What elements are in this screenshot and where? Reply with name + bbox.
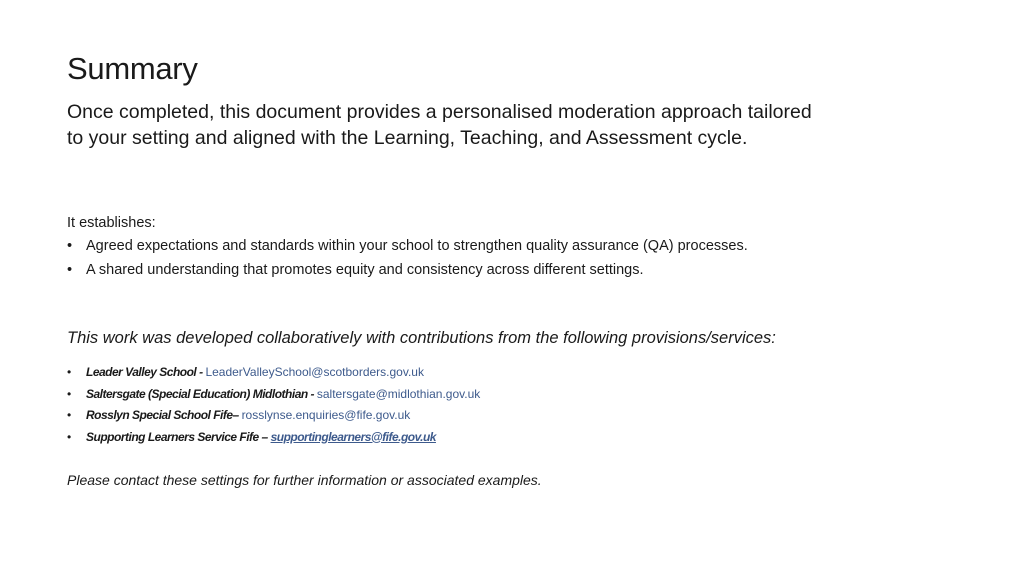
contributor-email-link[interactable]: LeaderValleySchool@scotborders.gov.uk bbox=[205, 365, 424, 379]
establishes-label: It establishes: bbox=[67, 215, 156, 231]
contributor-email-link[interactable]: saltersgate@midlothian.gov.uk bbox=[316, 386, 481, 401]
contributor-item bbox=[67, 428, 967, 450]
contact-note: Please contact these settings for further information or associated examples. bbox=[67, 472, 542, 488]
list-item: • A shared understanding that promotes equity and consistency across different settings. bbox=[67, 260, 967, 284]
establishes-list bbox=[67, 236, 967, 284]
contributor-email-link[interactable]: rosslynse.enquiries@fife.gov.uk bbox=[241, 408, 411, 422]
contributor-email-link[interactable]: supportinglearners@fife.gov.uk bbox=[270, 429, 436, 444]
slide-title: Summary bbox=[67, 51, 198, 86]
contributors-list bbox=[67, 363, 967, 449]
contributor-name: Rosslyn Special School Fife– bbox=[86, 408, 242, 422]
contributor-item bbox=[67, 385, 967, 407]
contributor-name: Saltersgate (Special Education) Midlothian - bbox=[86, 386, 317, 401]
contributor-name: Supporting Learners Service Fife – bbox=[86, 429, 271, 444]
contributor-name: Leader Valley School - bbox=[86, 365, 206, 379]
contributor-item bbox=[67, 406, 967, 428]
contributor-item bbox=[67, 363, 967, 385]
summary-paragraph: Once completed, this document provides a personalised moderation approach tailored to your setting and aligned with the Learning, Teaching, and Assessment cycle. bbox=[67, 101, 812, 149]
collaboration-note: This work was developed collaboratively with contributions from the following provisions/services: bbox=[67, 329, 776, 347]
list-item: • Agreed expectations and standards within your school to strengthen quality assurance (QA) processes. bbox=[67, 236, 967, 260]
